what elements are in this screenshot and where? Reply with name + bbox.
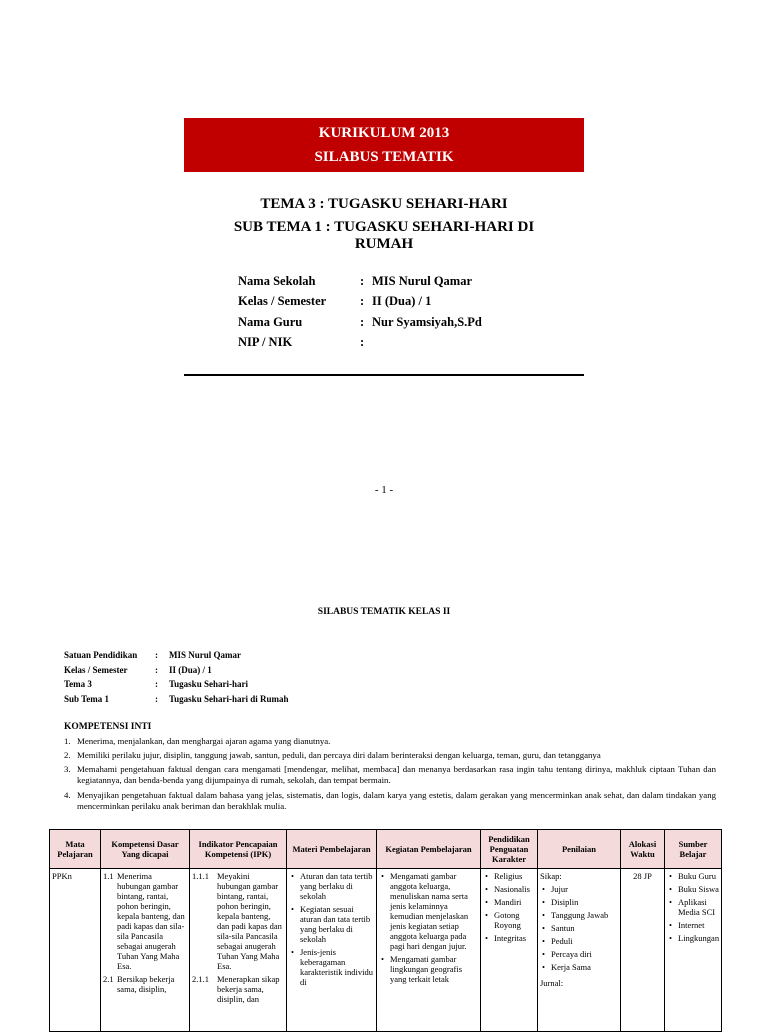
ki-number: 4. <box>64 789 71 800</box>
cell-penilaian <box>538 869 621 1032</box>
penilaian-item: • Peduli <box>551 936 618 946</box>
cell-alokasi: 28 JP <box>621 869 665 1032</box>
kegiatan-list <box>379 871 478 984</box>
meta-value-tema: Tugasku Sehari-hari <box>169 679 248 689</box>
header-mata-pelajaran: Mata Pelajaran <box>50 830 101 869</box>
header-materi: Materi Pembelajaran <box>287 830 377 869</box>
meta-value-subtema: Tugasku Sehari-hari di Rumah <box>169 694 289 704</box>
info-label-sekolah: Nama Sekolah <box>238 274 316 288</box>
materi-list <box>289 871 374 987</box>
table-row <box>50 869 722 1032</box>
ki-number: 3. <box>64 764 71 775</box>
meta-label-subtema: Sub Tema 1 <box>64 694 110 704</box>
materi-item: • Jenis-jenis keberagaman karakteristik individu di <box>300 947 374 987</box>
ki-list <box>64 736 716 815</box>
sumber-item: • Buku Siswa <box>678 884 719 894</box>
subtema-title-line1: SUB TEMA 1 : TUGASKU SEHARI-HARI DI <box>233 219 535 235</box>
table-header-row <box>50 830 722 869</box>
meta-label-kelas: Kelas / Semester <box>64 665 128 675</box>
karakter-item: • Integritas <box>494 933 535 943</box>
cell-sumber <box>665 869 722 1032</box>
penilaian-item: • Jujur <box>551 884 618 894</box>
ki-text: Memahami pengetahuan faktual dengan cara mengamati [mendengar, melihat, membaca] dan menanya berdasarkan rasa ingin tahu tentang dirinya, makhluk ciptaan Tuhan dan kegiatannya, dan benda-benda yang dijumpainya di rumah, sekolah, dan tempat bermain. <box>77 764 716 786</box>
meta-label-tema: Tema 3 <box>64 679 92 689</box>
penilaian-jurnal-label: Jurnal: <box>540 978 564 988</box>
penilaian-item: • Kerja Sama <box>551 962 618 972</box>
ki-item <box>64 736 716 747</box>
sumber-item: • Buku Guru <box>678 871 719 881</box>
title-banner <box>184 118 584 172</box>
materi-item: • Kegiatan sesuai aturan dan tata tertib yang berlaku di sekolah <box>300 904 374 944</box>
silabus-title: SILABUS TEMATIK KELAS II <box>317 607 451 617</box>
kd-item <box>103 974 187 994</box>
ipk-text: Meyakini hubungan gambar bintang, rantai, pohon beringin, kepala banteng, dan padi kapas dan sila-sila Pancasila sebagai anugerah Tuhan Yang Maha Esa. <box>217 871 282 971</box>
header-kegiatan: Kegiatan Pembelajaran <box>377 830 481 869</box>
info-value-sekolah: MIS Nurul Qamar <box>372 274 472 288</box>
info-label-kelas: Kelas / Semester <box>238 294 327 308</box>
kegiatan-item: • Mengamati gambar anggota keluarga, menuliskan nama serta jenis kelaminnya kemudian menjelaskan jenis kegiatan setiap anggota keluarga pada pagi hari dengan jujur. <box>390 871 478 951</box>
penilaian-list <box>540 884 618 972</box>
meta-colon: : <box>155 694 158 704</box>
page-number: - 1 - <box>374 484 394 496</box>
penilaian-item: • Disiplin <box>551 897 618 907</box>
info-value-kelas: II (Dua) / 1 <box>372 294 432 308</box>
kd-text: Bersikap bekerja sama, disiplin, <box>117 974 175 994</box>
meta-label-satuan: Satuan Pendidikan <box>64 650 138 660</box>
penilaian-item: • Tanggung Jawab <box>551 910 618 920</box>
ki-heading: KOMPETENSI INTI <box>64 722 152 732</box>
ipk-item <box>192 974 284 1004</box>
karakter-list <box>483 871 535 943</box>
ki-item <box>64 790 716 812</box>
cell-kegiatan <box>377 869 481 1032</box>
header-kompetensi-dasar: Kompetensi Dasar Yang dicapai <box>101 830 190 869</box>
kegiatan-item: • Mengamati gambar lingkungan geografis yang terkait letak <box>390 954 478 984</box>
ki-number: 1. <box>64 736 71 746</box>
meta-colon: : <box>155 679 158 689</box>
header-karakter: Pendidikan Penguatan Karakter <box>481 830 538 869</box>
tema-title: TEMA 3 : TUGASKU SEHARI-HARI <box>260 196 508 212</box>
kd-item <box>103 871 187 971</box>
karakter-item: • Nasionalis <box>494 884 535 894</box>
meta-value-kelas: II (Dua) / 1 <box>169 665 212 675</box>
info-label-guru: Nama Guru <box>238 315 303 329</box>
info-colon: : <box>360 274 365 288</box>
ki-text: Memiliki perilaku jujur, disiplin, tanggung jawab, santun, peduli, dan percaya diri dalam berinteraksi dengan keluarga, teman, guru, dan tetangganya <box>77 750 601 761</box>
header-sumber: Sumber Belajar <box>665 830 722 869</box>
ipk-text: Menerapkan sikap bekerja sama, disiplin, dan <box>217 974 280 1004</box>
info-colon: : <box>360 315 365 329</box>
banner-line-silabus: SILABUS TEMATIK <box>314 149 454 165</box>
cell-mapel: PPKn <box>50 869 101 1032</box>
silabus-table <box>49 829 722 1032</box>
cover-divider <box>184 374 584 376</box>
cell-materi <box>287 869 377 1032</box>
ipk-code: 1.1.1 <box>192 871 209 881</box>
penilaian-item: • Santun <box>551 923 618 933</box>
kd-code: 2.1 <box>103 974 114 984</box>
penilaian-item: • Percaya diri <box>551 949 618 959</box>
info-colon: : <box>360 294 365 308</box>
info-value-guru: Nur Syamsiyah,S.Pd <box>372 315 482 329</box>
cell-karakter <box>481 869 538 1032</box>
ki-number: 2. <box>64 750 71 761</box>
header-penilaian: Penilaian <box>538 830 621 869</box>
cell-kd <box>101 869 190 1032</box>
kd-code: 1.1 <box>103 871 114 881</box>
header-alokasi: Alokasi Waktu <box>621 830 665 869</box>
meta-value-satuan: MIS Nurul Qamar <box>169 650 241 660</box>
penilaian-sikap-label: Sikap: <box>540 871 562 881</box>
materi-item: • Aturan dan tata tertib yang berlaku di sekolah <box>300 871 374 901</box>
meta-colon: : <box>155 665 158 675</box>
cell-ipk <box>190 869 287 1032</box>
ki-text: Menyajikan pengetahuan faktual dalam bahasa yang jelas, sistematis, dan logis, dalam karya yang estetis, dalam gerakan yang mencerminkan anak sehat, dan dalam tindakan yang mencerminkan perilaku anak beriman dan berakhlak mulia. <box>77 789 716 811</box>
banner-line-kurikulum: KURIKULUM 2013 <box>318 125 450 141</box>
sumber-item: • Lingkungan <box>678 933 719 943</box>
subtema-title-line2: RUMAH <box>354 236 414 252</box>
karakter-item: • Gotong Royong <box>494 910 535 930</box>
sumber-item: • Internet <box>678 920 719 930</box>
ipk-code: 2.1.1 <box>192 974 209 984</box>
info-label-nip: NIP / NIK <box>238 335 293 349</box>
header-ipk: Indikator Pencapaian Kompetensi (IPK) <box>190 830 287 869</box>
ki-item <box>64 750 716 761</box>
karakter-item: • Religius <box>494 871 535 881</box>
ipk-item <box>192 871 284 971</box>
info-colon: : <box>360 335 365 349</box>
ki-text: Menerima, menjalankan, dan menghargai ajaran agama yang dianutnya. <box>77 736 331 746</box>
ki-item <box>64 764 716 786</box>
sumber-list <box>667 871 719 943</box>
sumber-item: • Aplikasi Media SCI <box>678 897 719 917</box>
meta-colon: : <box>155 650 158 660</box>
kd-text: Menerima hubungan gambar bintang, rantai, pohon beringin, kepala banteng, dan padi kapas dan sila-sila Pancasila sebagai anugerah Tuhan Yang Maha Esa. <box>117 871 185 971</box>
karakter-item: • Mandiri <box>494 897 535 907</box>
